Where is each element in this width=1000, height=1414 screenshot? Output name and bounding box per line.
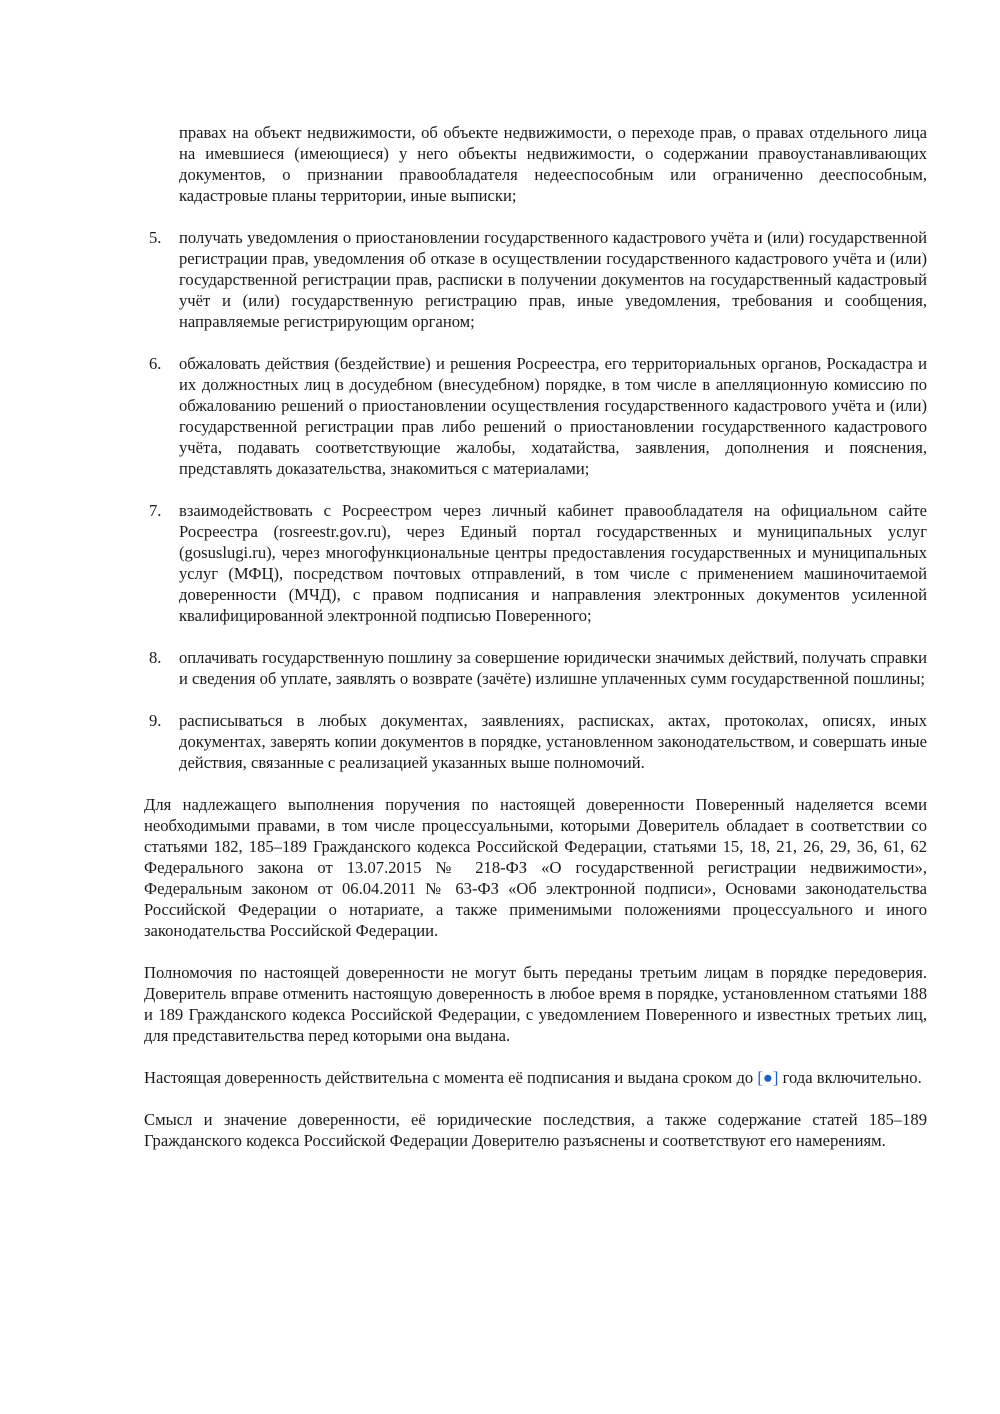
validity-text-before: Настоящая доверенность действительна с момента её подписания и выдана сроком до (144, 1068, 758, 1087)
validity-text-after: года включительно. (778, 1068, 922, 1087)
list-item-number: 5. (149, 228, 162, 247)
list-item-text: взаимодействовать с Росреестром через личный кабинет правообладателя на официальном сайте Росреестра (rosreestr.gov.ru), через Единый портал государственных и муниципальных услуг (gosuslugi.ru), через многофункциональные центры предоставления государственных и муниципальных услуг (МФЦ), посредством почтовых отправлений, в том числе с применением машиночитаемой доверенности (МЧД), с правом подписания и направления электронных документов усиленной квалифицированной электронной подписью Поверенного; (179, 501, 927, 625)
list-item-number: 6. (149, 354, 162, 373)
paragraph-meaning: Смысл и значение доверенности, её юридические последствия, а также содержание статей 185–189 Гражданского кодекса Российской Федерации Доверителю разъяснены и соответствуют его намерениям. (144, 1110, 927, 1150)
list-item-4-continuation (144, 122, 927, 206)
list-item-8 (144, 647, 927, 689)
list-item-text: получать уведомления о приостановлении государственного кадастрового учёта и (или) государственной регистрации прав, уведомления об отказе в осуществлении государственного кадастрового учёта и (или) государственной регистрации прав, расписки в получении документов на государственный кадастровый учёт и (или) государственную регистрацию прав, иные уведомления, требования и сообщения, направляемые регистрирующим органом; (179, 228, 927, 331)
list-item-number: 8. (149, 648, 162, 667)
list-item-number: 7. (149, 501, 162, 520)
list-item-6 (144, 353, 927, 479)
list-item-5 (144, 227, 927, 332)
list-item-text: расписываться в любых документах, заявлениях, расписках, актах, протоколах, описях, иных документах, заверять копии документов в порядке, установленном законодательством, и совершать иные действия, связанные с реализацией указанных выше полномочий. (179, 711, 927, 772)
list-item-7 (144, 500, 927, 626)
list-item-text: оплачивать государственную пошлину за совершение юридически значимых действий, получать справки и сведения об уплате, заявлять о возврате (зачёте) излишне уплаченных сумм государственной пошлины; (179, 648, 927, 688)
paragraph-rights: Для надлежащего выполнения поручения по настоящей доверенности Поверенный наделяется всеми необходимыми правами, в том числе процессуальными, которыми Доверитель обладает в соответствии со статьями 182, 185–189 Гражданского кодекса Российской Федерации, статьями 15, 18, 21, 26, 29, 36, 61, 62 Федерального закона от 13.07.2015 № 218-ФЗ «О государственной регистрации недвижимости», Федеральным законом от 06.04.2011 № 63-ФЗ «Об электронной подписи», Основами законодательства Российской Федерации о нотариате, а также применимыми положениями процессуального и иного законодательства Российской Федерации. (144, 795, 927, 940)
paragraph-validity (144, 1067, 927, 1088)
document-body (144, 122, 927, 1172)
list-item-number: 9. (149, 711, 162, 730)
date-placeholder: [●] (757, 1068, 779, 1087)
paragraph-substitution: Полномочия по настоящей доверенности не могут быть переданы третьим лицам в порядке передоверия. Доверитель вправе отменить настоящую доверенность в любое время в порядке, установленном статьями 188 и 189 Гражданского кодекса Российской Федерации, с уведомлением Поверенного и известных третьих лиц, для представительства перед которыми она выдана. (144, 963, 927, 1045)
list-item-9 (144, 710, 927, 773)
list-item-text: обжаловать действия (бездействие) и решения Росреестра, его территориальных органов, Роскадастра и их должностных лиц в досудебном (внесудебном) порядке, в том числе в апелляционную комиссию по обжалованию решений о приостановлении осуществления государственного кадастрового учёта и (или) государственной регистрации прав либо решений о приостановлении государственного кадастрового учёта, подавать соответствующие жалобы, ходатайства, заявления, дополнения и пояснения, представлять доказательства, знакомиться с материалами; (179, 354, 927, 478)
list-item-text: правах на объект недвижимости, об объекте недвижимости, о переходе прав, о правах отдельного лица на имевшиеся (имеющиеся) у него объекты недвижимости, о содержании правоустанавливающих документов, о признании правообладателя недееспособным или ограниченно дееспособным, кадастровые планы территории, иные выписки; (179, 123, 927, 205)
